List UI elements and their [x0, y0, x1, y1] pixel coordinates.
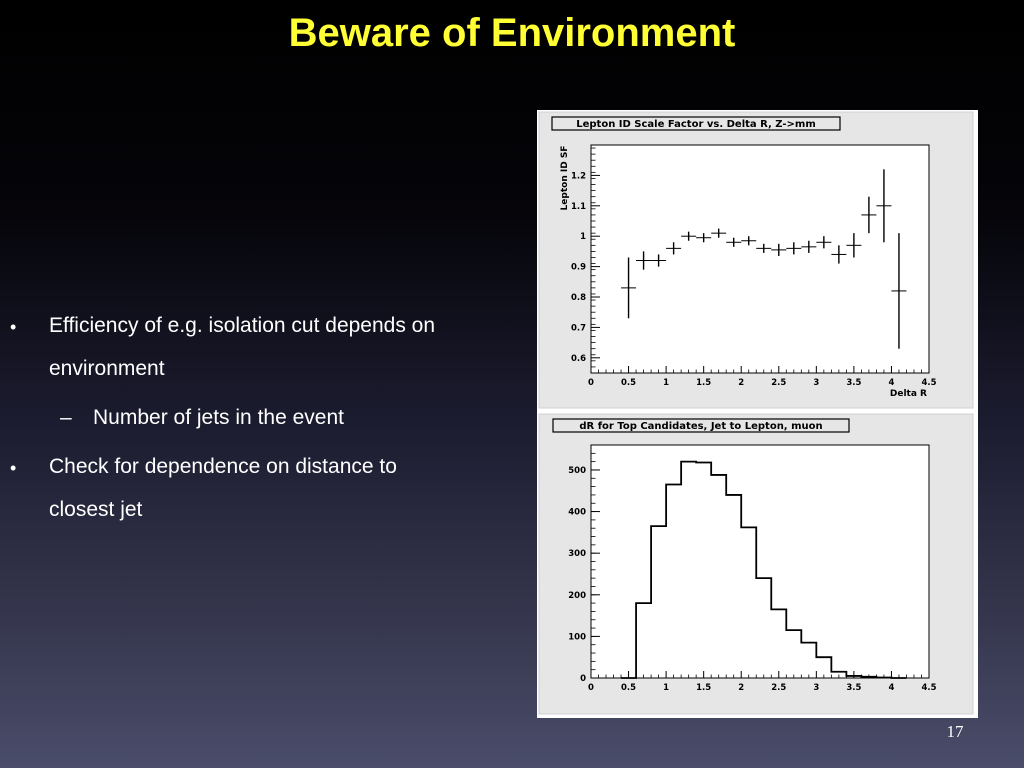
y-tick-label: 500 [568, 465, 586, 476]
y-tick-label: 0.6 [570, 353, 586, 364]
histogram-bin [771, 609, 786, 678]
x-tick-label: 3 [813, 683, 820, 693]
x-tick-label: 2.5 [771, 378, 787, 388]
histogram-bin [711, 475, 726, 678]
plot-title-bottom: dR for Top Candidates, Jet to Lepton, muon [579, 421, 823, 432]
histogram-bin [801, 643, 816, 678]
y-tick-label: 200 [568, 590, 586, 601]
figure-panel [537, 110, 978, 718]
x-tick-label: 1 [663, 683, 670, 693]
histogram-bin [786, 630, 801, 678]
x-tick-label: 4.5 [921, 378, 937, 388]
histogram-bin [861, 677, 876, 678]
x-tick-label: 4 [888, 683, 895, 693]
y-tick-label: 300 [568, 549, 586, 560]
x-tick-label: 1 [663, 378, 670, 388]
y-tick-label: 0.9 [570, 262, 586, 273]
y-tick-label: 1 [580, 232, 586, 243]
y-tick-label: 100 [568, 632, 586, 643]
x-tick-label: 0.5 [621, 683, 637, 693]
y-tick-label: 1.2 [570, 171, 586, 182]
x-tick-label: 0 [588, 378, 594, 388]
x-tick-label: 2.5 [771, 683, 787, 693]
figure-svg [537, 110, 978, 718]
page-number: 17 [946, 722, 964, 741]
bullet-marker: • [10, 458, 17, 478]
plot-frame-top [591, 145, 929, 373]
x-tick-label: 3 [813, 378, 820, 388]
y-tick-label: 1.1 [570, 201, 586, 212]
x-tick-label: 0.5 [621, 378, 637, 388]
x-tick-label: 0 [588, 683, 594, 693]
histogram-bin [726, 495, 741, 678]
bullet-text-line: closest jet [49, 498, 143, 521]
histogram-bin [696, 462, 711, 678]
histogram-bin [666, 485, 681, 678]
histogram-bin [681, 462, 696, 678]
plot-title-top: Lepton ID Scale Factor vs. Delta R, Z->mm [576, 119, 816, 130]
y-tick-label: 0 [580, 674, 586, 684]
y-tick-label: 0.8 [570, 293, 586, 303]
bullet-text-line: environment [49, 357, 165, 380]
histogram-bin [636, 603, 651, 678]
x-tick-label: 4 [888, 378, 895, 388]
x-tick-label: 3.5 [846, 378, 862, 388]
bullet-text-line: Check for dependence on distance to [49, 455, 397, 478]
x-tick-label: 1.5 [696, 378, 712, 388]
x-tick-label: 3.5 [846, 683, 862, 693]
bullet-marker: • [10, 317, 17, 337]
histogram-bin [831, 672, 846, 678]
histogram-bin [816, 657, 831, 678]
bullet-text-line: Efficiency of e.g. isolation cut depends on [49, 314, 436, 337]
histogram-bin [651, 526, 666, 678]
slide-title: Beware of Environment [288, 11, 736, 55]
y-tick-label: 400 [568, 507, 586, 518]
sub-bullet-marker: – [60, 406, 72, 429]
y-axis-title-top: Lepton ID SF [560, 145, 570, 211]
histogram-bin [741, 527, 756, 678]
x-tick-label: 4.5 [921, 683, 937, 693]
x-tick-label: 2 [738, 683, 745, 693]
sub-bullet-text-line: Number of jets in the event [93, 406, 344, 429]
x-tick-label: 1.5 [696, 683, 712, 693]
x-tick-label: 2 [738, 378, 745, 388]
histogram-bin [756, 578, 771, 678]
histogram-bin [846, 676, 861, 678]
x-axis-title-top: Delta R [889, 389, 927, 399]
y-tick-label: 0.7 [570, 323, 586, 334]
